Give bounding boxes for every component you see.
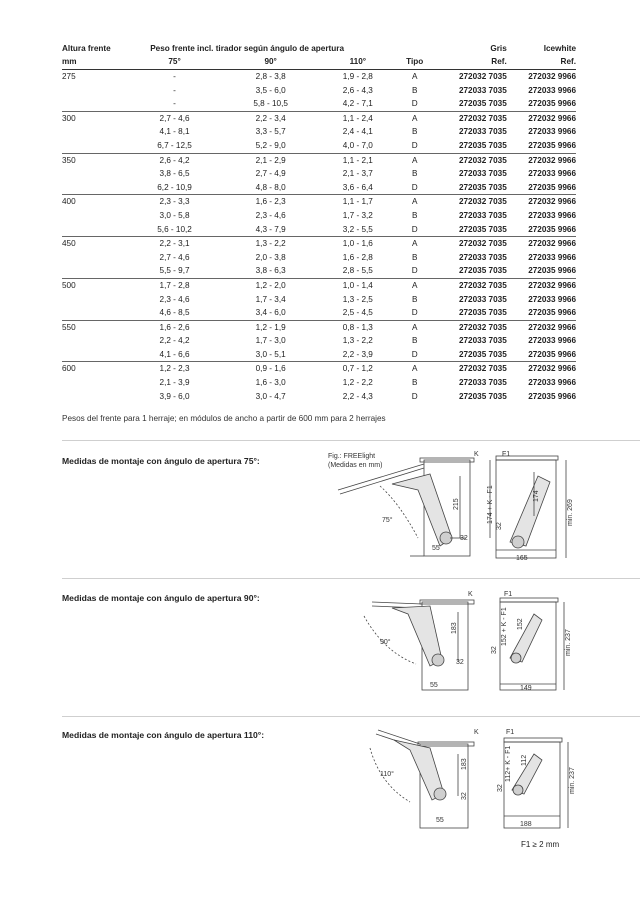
col-peso-header: Peso frente incl. tirador según ángulo de apertura <box>150 44 344 53</box>
dim-width: 165 <box>516 555 528 562</box>
cell-ref-gris: 272032 7035 <box>458 239 507 249</box>
cell-ref-icewhite: 272032 9966 <box>528 364 576 374</box>
dim-55: 55 <box>432 545 440 552</box>
cell-tipo: D <box>401 139 428 153</box>
cell-tipo: A <box>412 364 418 374</box>
col-altura-header: Altura frente <box>62 44 111 53</box>
cell-75: 2,2 - 4,2 <box>159 336 190 346</box>
dim-min: min. 237 <box>565 629 572 656</box>
cell-90: 3,5 - 6,0 <box>255 85 286 95</box>
cell-90: 5,2 - 9,0 <box>227 139 314 153</box>
cell-tipo: B <box>412 127 418 137</box>
cell-90: 3,8 - 6,3 <box>227 264 314 278</box>
cell-110: 4,2 - 7,1 <box>314 97 401 111</box>
cell-ref-icewhite: 272035 9966 <box>507 306 576 320</box>
cell-height: 400 <box>62 197 76 207</box>
cell-90: 3,0 - 5,1 <box>227 348 314 362</box>
cell-ref-icewhite: 272032 9966 <box>528 239 576 249</box>
fig-note-line1: Fig.: FREElight <box>328 453 376 460</box>
dim-width: 149 <box>520 685 532 692</box>
cell-90: 1,2 - 2,0 <box>255 280 286 290</box>
col-90-header: 90° <box>227 55 314 70</box>
cell-110: 4,0 - 7,0 <box>314 139 401 153</box>
weights-note: Pesos del frente para 1 herraje; en módulos de ancho a partir de 600 mm para 2 herrajes <box>62 414 386 423</box>
cell-tipo: A <box>412 72 418 81</box>
table-row <box>62 390 576 404</box>
cell-90: 2,0 - 3,8 <box>255 252 286 262</box>
table-row <box>62 195 576 209</box>
cell-90: 2,7 - 4,9 <box>255 169 286 179</box>
dim-32b: 32 <box>491 646 498 654</box>
cell-height <box>62 251 122 265</box>
cell-ref-icewhite: 272033 9966 <box>528 378 576 388</box>
cell-110: 2,2 - 4,3 <box>342 391 373 401</box>
cell-ref-gris: 272035 7035 <box>428 139 507 153</box>
cell-110: 1,3 - 2,5 <box>342 294 373 304</box>
cell-ref-icewhite: 272033 9966 <box>528 169 576 179</box>
cell-ref-icewhite: 272032 9966 <box>528 197 576 207</box>
cell-height <box>62 97 122 111</box>
cell-110: 1,0 - 1,6 <box>342 239 373 249</box>
cell-tipo: B <box>412 336 418 346</box>
cell-110: 2,4 - 4,1 <box>342 127 373 137</box>
dim-174k: 174 + K - F1 <box>487 485 494 524</box>
cell-ref-icewhite: 272033 9966 <box>528 336 576 346</box>
cell-height <box>62 334 122 348</box>
cell-tipo: A <box>412 322 418 332</box>
cell-tipo: D <box>401 97 428 111</box>
cell-tipo: A <box>412 239 418 249</box>
cell-ref-icewhite: 272035 9966 <box>507 223 576 237</box>
cell-110: 1,3 - 2,2 <box>342 336 373 346</box>
table-row <box>62 251 576 265</box>
dim-32a: 32 <box>461 792 468 800</box>
cell-ref-gris: 272035 7035 <box>428 97 507 111</box>
table-row <box>62 209 576 223</box>
cell-height <box>62 390 122 404</box>
cell-ref-icewhite: 272035 9966 <box>507 348 576 362</box>
cell-75: 3,9 - 6,0 <box>159 391 190 401</box>
cell-tipo: A <box>412 113 418 123</box>
dim-32a: 32 <box>460 535 468 542</box>
table-row <box>62 167 576 181</box>
dim-174: 174 <box>533 490 540 502</box>
cell-tipo: D <box>401 223 428 237</box>
cell-90: 3,0 - 4,7 <box>255 391 286 401</box>
mounting-drawing-90 <box>350 586 580 698</box>
cell-ref-icewhite: 272035 9966 <box>507 264 576 278</box>
cell-ref-gris: 272033 7035 <box>458 378 507 388</box>
cell-ref-gris: 272035 7035 <box>428 264 507 278</box>
cell-90: 0,9 - 1,6 <box>255 364 286 374</box>
cell-ref-icewhite: 272032 9966 <box>528 72 576 81</box>
table-row <box>62 223 576 237</box>
cell-ref-icewhite: 272035 9966 <box>507 97 576 111</box>
table-row <box>62 111 576 125</box>
cell-height <box>62 348 122 362</box>
cell-height: 550 <box>62 322 76 332</box>
cell-tipo: B <box>412 378 418 388</box>
cell-ref-gris: 272035 7035 <box>428 181 507 195</box>
table-row <box>62 334 576 348</box>
cell-110: 2,1 - 3,7 <box>342 169 373 179</box>
cell-tipo: A <box>412 155 418 165</box>
cell-height <box>62 84 122 98</box>
col-tipo-header: Tipo <box>401 55 428 70</box>
cell-tipo: B <box>412 169 418 179</box>
cell-height: 275 <box>62 72 76 81</box>
section-divider <box>62 578 640 579</box>
cell-tipo: D <box>411 391 418 401</box>
cell-75: 6,2 - 10,9 <box>122 181 227 195</box>
cell-90: 1,2 - 1,9 <box>255 322 286 332</box>
table-row <box>62 293 576 307</box>
cell-75: - <box>173 72 176 81</box>
table-row <box>62 139 576 153</box>
mounting-drawing-75 <box>320 446 580 564</box>
cell-ref-icewhite: 272033 9966 <box>528 294 576 304</box>
cell-110: 1,2 - 2,2 <box>342 378 373 388</box>
cell-ref-gris: 272035 7035 <box>428 306 507 320</box>
cell-ref-gris: 272033 7035 <box>458 336 507 346</box>
cell-75: 4,6 - 8,5 <box>122 306 227 320</box>
cell-75: 5,5 - 9,7 <box>122 264 227 278</box>
cell-ref-icewhite: 272033 9966 <box>528 127 576 137</box>
cell-tipo: D <box>401 306 428 320</box>
cell-tipo: B <box>412 252 418 262</box>
cell-90: 4,8 - 8,0 <box>227 181 314 195</box>
table-subheader-row <box>62 55 576 70</box>
cell-ref-icewhite: 272032 9966 <box>528 322 576 332</box>
f1-label: F1 <box>504 591 513 598</box>
cell-90: 3,3 - 5,7 <box>255 127 286 137</box>
dim-55: 55 <box>430 682 438 689</box>
table-row <box>62 376 576 390</box>
cell-ref-gris: 272032 7035 <box>458 280 507 290</box>
cell-height: 500 <box>62 280 76 290</box>
f1-label: F1 <box>502 451 511 458</box>
col-gris-header: Gris <box>490 44 507 53</box>
mounting-drawing-110 <box>360 724 580 836</box>
cell-75: - <box>122 97 227 111</box>
cell-110: 1,9 - 2,8 <box>342 72 373 81</box>
cabinet-side-right <box>504 742 560 828</box>
dim-152: 152 <box>517 618 524 630</box>
cell-75: 2,7 - 4,6 <box>159 113 190 123</box>
cell-height <box>62 209 122 223</box>
cell-110: 2,2 - 3,9 <box>314 348 401 362</box>
cell-75: 2,1 - 3,9 <box>159 378 190 388</box>
cell-tipo: D <box>401 181 428 195</box>
cell-ref-gris: 272033 7035 <box>458 85 507 95</box>
dim-32b: 32 <box>497 784 504 792</box>
cell-ref-gris: 272035 7035 <box>428 348 507 362</box>
cell-height <box>62 181 122 195</box>
cell-75: 1,7 - 2,8 <box>159 280 190 290</box>
dim-152k: 152 + K - F1 <box>501 607 508 646</box>
table-row <box>62 348 576 362</box>
cell-tipo: D <box>401 348 428 362</box>
k-label: K <box>468 591 473 598</box>
cell-ref-gris: 272033 7035 <box>458 210 507 220</box>
cell-height <box>62 376 122 390</box>
f1-label: F1 <box>506 729 515 736</box>
cell-75: 2,2 - 3,1 <box>159 239 190 249</box>
cell-ref-gris: 272032 7035 <box>458 155 507 165</box>
table-row <box>62 278 576 292</box>
cell-ref-gris: 272033 7035 <box>458 169 507 179</box>
cell-ref-icewhite: 272035 9966 <box>507 139 576 153</box>
cell-ref-gris: 272032 7035 <box>458 364 507 374</box>
col-unit-header: mm <box>62 55 122 70</box>
cell-75: 5,6 - 10,2 <box>122 223 227 237</box>
dim-32a: 32 <box>456 659 464 666</box>
cell-90: 2,8 - 3,8 <box>255 72 286 81</box>
table-body <box>62 70 576 404</box>
section-title-75: Medidas de montaje con ángulo de apertura 75°: <box>62 456 260 466</box>
specs-table <box>62 43 576 403</box>
table-row <box>62 70 576 84</box>
cell-90: 1,7 - 3,4 <box>255 294 286 304</box>
table-row <box>62 264 576 278</box>
cell-height <box>62 264 122 278</box>
cell-height: 300 <box>62 113 76 123</box>
cell-ref-gris: 272032 7035 <box>458 113 507 123</box>
cell-ref-gris: 272033 7035 <box>458 252 507 262</box>
k-label: K <box>474 451 479 458</box>
section-title-90: Medidas de montaje con ángulo de apertura 90°: <box>62 593 260 603</box>
cell-90: 1,7 - 3,0 <box>255 336 286 346</box>
cell-ref-gris: 272032 7035 <box>458 72 507 81</box>
cell-tipo: A <box>412 197 418 207</box>
cell-75: 3,0 - 5,8 <box>159 210 190 220</box>
cell-ref-gris: 272035 7035 <box>428 223 507 237</box>
cell-height <box>62 139 122 153</box>
cell-110: 2,6 - 4,3 <box>342 85 373 95</box>
cell-tipo: D <box>401 264 428 278</box>
cell-110: 1,1 - 2,1 <box>342 155 373 165</box>
cell-75: 1,6 - 2,6 <box>159 322 190 332</box>
angle-label-90: 90° <box>380 639 391 646</box>
section-title-110: Medidas de montaje con ángulo de apertura 110°: <box>62 730 265 740</box>
cell-75: 4,1 - 6,6 <box>122 348 227 362</box>
dim-min: min. 237 <box>569 767 576 794</box>
cell-ref-icewhite: 272033 9966 <box>528 85 576 95</box>
cell-110: 0,8 - 1,3 <box>342 322 373 332</box>
dim-183: 183 <box>461 758 468 770</box>
section-divider <box>62 440 640 441</box>
cell-ref-icewhite: 272032 9966 <box>528 113 576 123</box>
cell-height: 450 <box>62 239 76 249</box>
cell-tipo: B <box>412 294 418 304</box>
cell-75: 2,7 - 4,6 <box>159 252 190 262</box>
dim-32b: 32 <box>496 522 503 530</box>
table-row <box>62 362 576 376</box>
fig-note-line2: (Medidas en mm) <box>328 462 383 469</box>
cell-110: 3,2 - 5,5 <box>314 223 401 237</box>
table-row <box>62 153 576 167</box>
dim-width: 188 <box>520 821 532 828</box>
cell-height <box>62 306 122 320</box>
cell-height <box>62 223 122 237</box>
cell-tipo: B <box>412 210 418 220</box>
cell-90: 1,6 - 3,0 <box>255 378 286 388</box>
cell-110: 3,6 - 6,4 <box>314 181 401 195</box>
table-row <box>62 320 576 334</box>
cell-110: 2,8 - 5,5 <box>314 264 401 278</box>
dim-min: min. 269 <box>567 499 574 526</box>
cell-90: 3,4 - 6,0 <box>227 306 314 320</box>
table-row <box>62 181 576 195</box>
dim-55: 55 <box>436 817 444 824</box>
cell-tipo: A <box>412 280 418 290</box>
table-row <box>62 84 576 98</box>
cell-110: 1,0 - 1,4 <box>342 280 373 290</box>
col-75-header: 75° <box>122 55 227 70</box>
cell-height: 600 <box>62 364 76 374</box>
cell-75: 2,3 - 3,3 <box>159 197 190 207</box>
cell-75: 2,6 - 4,2 <box>159 155 190 165</box>
col-ref-gris-header: Ref. <box>428 55 507 70</box>
k-label: K <box>474 729 479 736</box>
f1-note: F1 ≥ 2 mm <box>521 840 560 849</box>
dim-112: 112 <box>521 754 528 766</box>
table-row <box>62 306 576 320</box>
cell-90: 1,6 - 2,3 <box>255 197 286 207</box>
cell-110: 1,7 - 3,2 <box>342 210 373 220</box>
section-divider <box>62 716 640 717</box>
cell-75: 1,2 - 2,3 <box>159 364 190 374</box>
angle-label-75: 75° <box>382 517 393 524</box>
cell-ref-gris: 272033 7035 <box>458 294 507 304</box>
col-ref-icewhite-header: Ref. <box>507 55 576 70</box>
cell-ref-icewhite: 272032 9966 <box>528 280 576 290</box>
cell-height <box>62 167 122 181</box>
cell-90: 2,2 - 3,4 <box>255 113 286 123</box>
cell-ref-icewhite: 272035 9966 <box>507 181 576 195</box>
cell-ref-icewhite: 272033 9966 <box>528 252 576 262</box>
cell-110: 0,7 - 1,2 <box>342 364 373 374</box>
table-header-row <box>62 43 576 55</box>
cell-tipo: B <box>412 85 418 95</box>
cell-90: 1,3 - 2,2 <box>255 239 286 249</box>
cell-75: 4,1 - 8,1 <box>159 127 190 137</box>
cell-ref-icewhite: 272033 9966 <box>528 210 576 220</box>
cell-75: - <box>173 85 176 95</box>
cell-110: 1,1 - 2,4 <box>342 113 373 123</box>
cell-height <box>62 293 122 307</box>
col-110-header: 110° <box>314 55 401 70</box>
cell-90: 4,3 - 7,9 <box>227 223 314 237</box>
cell-90: 5,8 - 10,5 <box>227 97 314 111</box>
table-row <box>62 97 576 111</box>
dim-112k: 112+ K - F1 <box>505 745 512 782</box>
cell-ref-gris: 272032 7035 <box>458 197 507 207</box>
angle-label-110: 110° <box>380 771 394 778</box>
cell-ref-icewhite: 272035 9966 <box>528 391 576 401</box>
col-icewhite-header: Icewhite <box>543 44 576 53</box>
dim-215: 215 <box>453 498 460 510</box>
cell-ref-gris: 272035 7035 <box>458 391 507 401</box>
table-row <box>62 237 576 251</box>
cell-ref-icewhite: 272032 9966 <box>528 155 576 165</box>
cell-110: 2,5 - 4,5 <box>314 306 401 320</box>
cell-height <box>62 125 122 139</box>
cell-ref-gris: 272033 7035 <box>458 127 507 137</box>
dim-183: 183 <box>451 622 458 634</box>
cell-75: 6,7 - 12,5 <box>122 139 227 153</box>
cell-90: 2,1 - 2,9 <box>255 155 286 165</box>
cell-90: 2,3 - 4,6 <box>255 210 286 220</box>
cell-110: 1,6 - 2,8 <box>342 252 373 262</box>
cell-75: 2,3 - 4,6 <box>159 294 190 304</box>
cell-height: 350 <box>62 155 76 165</box>
cell-75: 3,8 - 6,5 <box>159 169 190 179</box>
cell-110: 1,1 - 1,7 <box>342 197 373 207</box>
cell-ref-gris: 272032 7035 <box>458 322 507 332</box>
table-row <box>62 125 576 139</box>
